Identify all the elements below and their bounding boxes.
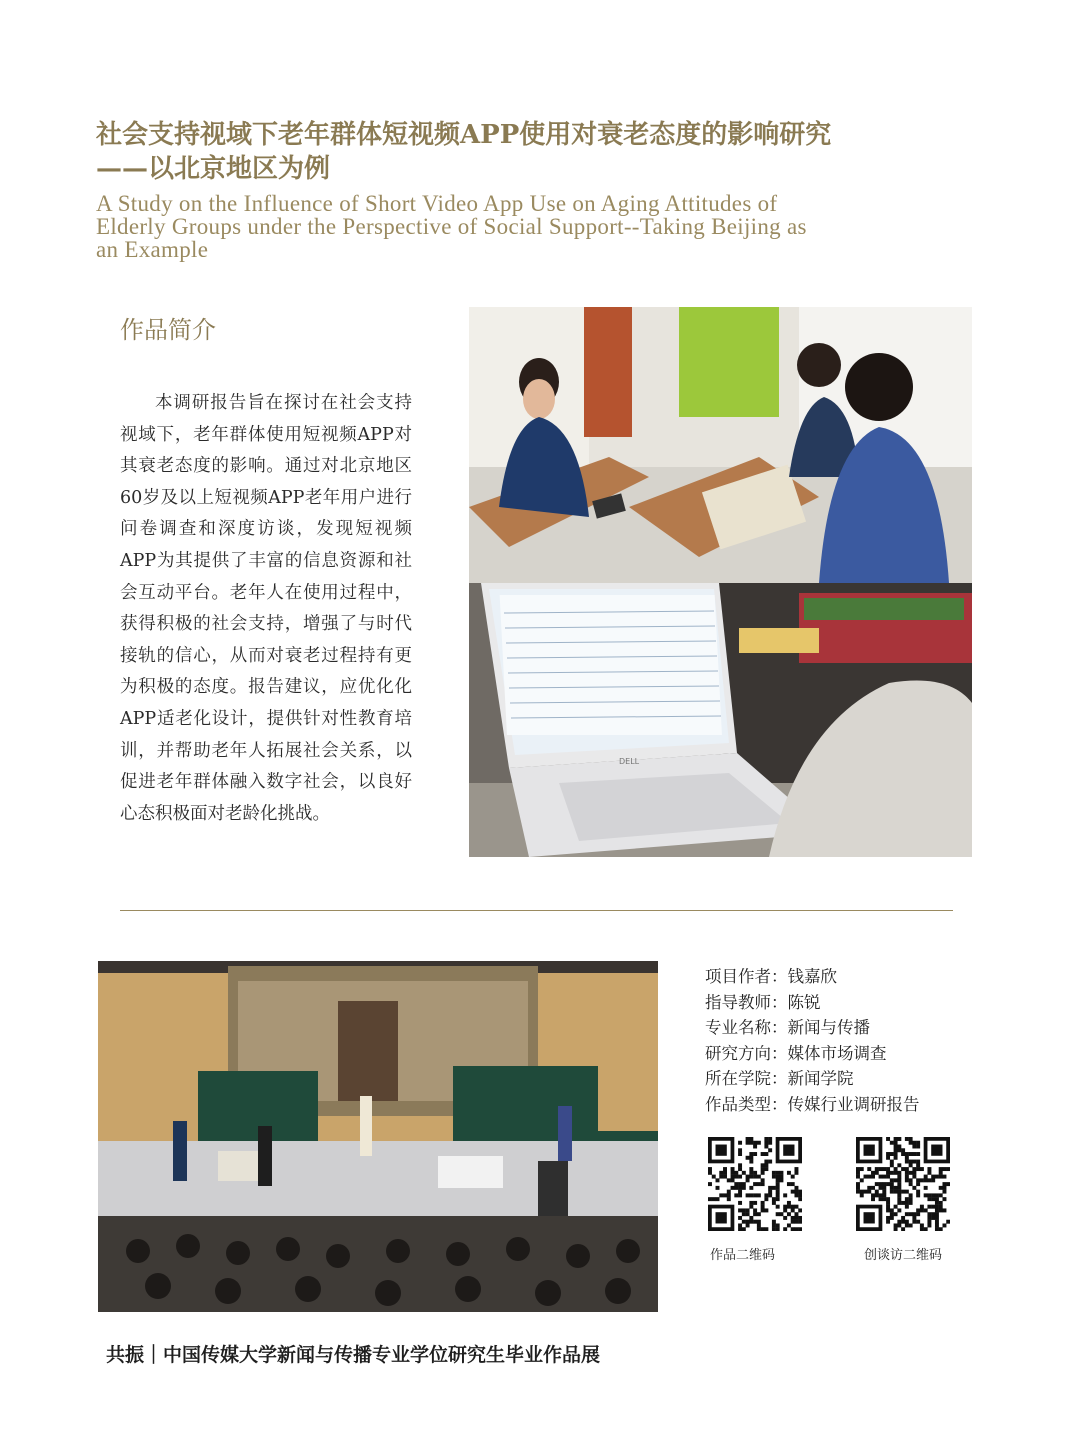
qr-code-icon: [856, 1137, 950, 1231]
info-row-major: [705, 1015, 920, 1041]
info-label-author: 项目作者：: [705, 967, 788, 986]
info-value-author: 钱嘉欣: [787, 967, 837, 986]
title-zh: [96, 118, 996, 186]
intro-paragraph: 本调研报告旨在探讨在社会支持视域下，老年群体使用短视频APP对其衰老态度的影响。通过对北京地区60岁及以上短视频APP老年用户进行问卷调查和深度访谈，发现短视频APP为其提供了丰富的信息资源和社会互动平台。老年人在使用过程中，获得积极的社会支持，增强了与时代接轨的信心，从而对衰老过程持有更为积极的态度。报告建议，应优化化APP适老化设计，提供针对性教育培训，并帮助老年人拓展社会关系，以促进老年群体融入数字社会，以良好心态积极面对老龄化挑战。: [120, 393, 412, 824]
qr-code-icon: [708, 1137, 802, 1231]
footer-exhibition-title: 共振｜中国传媒大学新闻与传播专业学位研究生毕业作品展: [106, 1344, 601, 1366]
stage-photo: [98, 961, 658, 1312]
laptop-brand-label: DELL: [619, 757, 640, 766]
info-row-author: [705, 964, 920, 990]
title-en-line3: an Example: [96, 237, 209, 262]
laptop-photo: [469, 583, 972, 857]
info-label-major: 专业名称：: [705, 1018, 788, 1038]
section-divider: [120, 910, 953, 911]
info-row-college: [705, 1066, 920, 1092]
title-en-line2: Elderly Groups under the Perspective of Social Support--Taking Beijing as: [96, 214, 807, 239]
info-row-research: [705, 1041, 920, 1067]
interview-qr-code[interactable]: [856, 1137, 950, 1231]
stage-photo-illustration: [98, 961, 658, 1312]
info-row-advisor: [705, 990, 920, 1016]
interview-qr-caption: 创谈访二维码: [864, 1248, 943, 1263]
work-qr-code[interactable]: [708, 1137, 802, 1231]
info-value-major: 新闻与传播: [787, 1018, 870, 1038]
info-label-research: 研究方向：: [705, 1043, 788, 1063]
info-label-type: 作品类型：: [705, 1094, 788, 1114]
info-label-advisor: 指导教师：: [705, 992, 788, 1012]
title-zh-line1: 社会支持视域下老年群体短视频APP使用对衰老态度的影响研究: [96, 120, 832, 150]
title-zh-line2: ——以北京地区为例: [96, 154, 331, 184]
section-heading: 作品简介: [120, 316, 216, 344]
info-row-type: [705, 1092, 920, 1118]
info-label-college: 所在学院：: [705, 1069, 788, 1089]
title-en-line1: A Study on the Influence of Short Video App Use on Aging Attitudes of: [96, 191, 778, 216]
info-value-research: 媒体市场调查: [787, 1043, 887, 1063]
info-value-type: 传媒行业调研报告: [787, 1094, 920, 1114]
title-en: [96, 192, 956, 261]
interview-photo-illustration: [469, 307, 972, 583]
work-qr-caption: 作品二维码: [710, 1248, 776, 1263]
info-value-college: 新闻学院: [787, 1069, 854, 1089]
laptop-photo-illustration: [469, 583, 972, 857]
interview-photo: [469, 307, 972, 583]
info-value-advisor: 陈锐: [787, 992, 821, 1012]
project-info: [705, 964, 920, 1118]
